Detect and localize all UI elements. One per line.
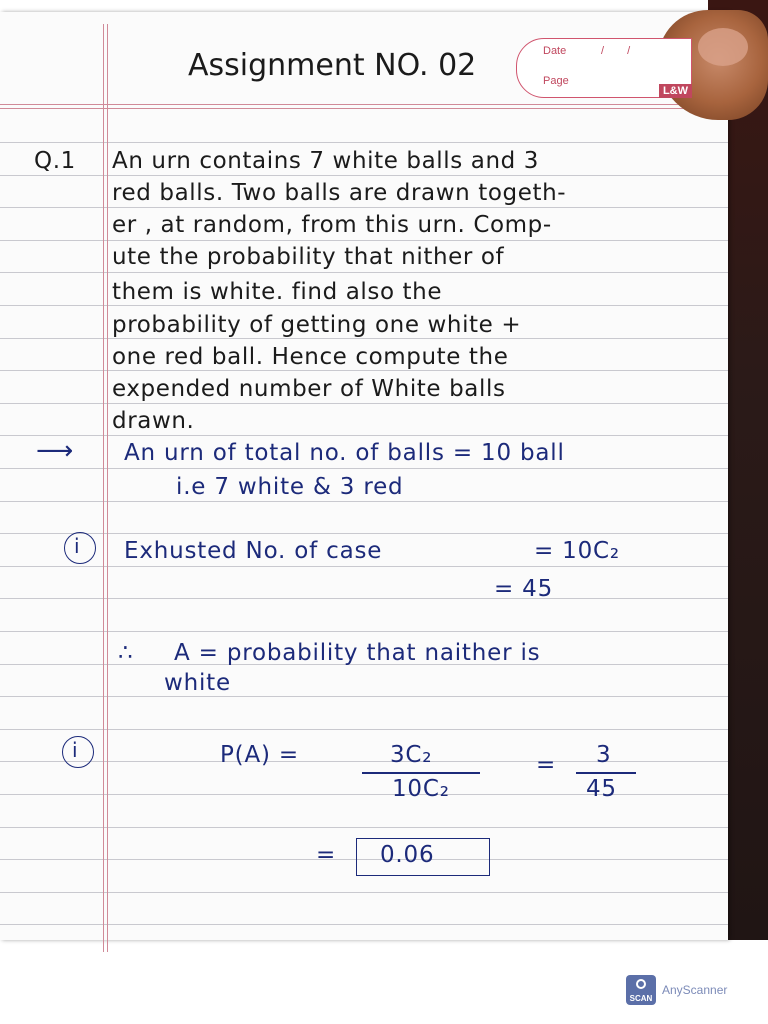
margin-line-top-1 (0, 104, 728, 105)
exhausted-label: Exhusted No. of case (124, 538, 383, 564)
date-value: / / (601, 45, 641, 57)
ruled-line (0, 501, 728, 502)
question-line: ute the probability that nither of (112, 244, 505, 270)
ruled-line (0, 403, 728, 404)
ruled-line (0, 761, 728, 762)
margin-line-left-1 (103, 24, 104, 952)
ruled-line (0, 598, 728, 599)
ruled-line (0, 729, 728, 730)
question-line: them is white. find also the (112, 279, 443, 305)
ruled-line (0, 175, 728, 176)
ruled-line (0, 631, 728, 632)
question-line: red balls. Two balls are drawn togeth- (112, 180, 567, 206)
ruled-line (0, 827, 728, 828)
exhausted-eq-1: = 10C₂ (534, 538, 620, 564)
ruled-line (0, 892, 728, 893)
scanner-name: AnyScanner (662, 983, 728, 997)
step-marker-2: i (72, 738, 79, 762)
event-definition-line-1: A = probability that naither is (174, 640, 541, 666)
ruled-line (0, 533, 728, 534)
question-line: expended number of White balls (112, 376, 506, 402)
answer-line-1: An urn of total no. of balls = 10 ball (124, 440, 565, 466)
question-line: probability of getting one white + (112, 312, 522, 338)
ruled-line (0, 142, 728, 143)
arrow-icon: ⟶ (36, 436, 75, 466)
ruled-line (0, 240, 728, 241)
brand-logo: L&W (659, 84, 692, 98)
scanner-watermark (626, 975, 727, 1005)
ruled-line (0, 696, 728, 697)
ruled-line (0, 207, 728, 208)
scanner-logo-icon (626, 975, 656, 1005)
ruled-line (0, 338, 728, 339)
ruled-line (0, 435, 728, 436)
ruled-line (0, 924, 728, 925)
step-marker-1: i (74, 534, 81, 558)
ruled-line (0, 272, 728, 273)
question-line: one red ball. Hence compute the (112, 344, 509, 370)
date-label: Date (543, 45, 567, 57)
fraction-bar-2 (576, 772, 636, 774)
fingernail (698, 28, 748, 66)
ruled-line (0, 566, 728, 567)
ruled-line (0, 468, 728, 469)
question-number: Q.1 (34, 148, 76, 174)
pa-numerator: 3C₂ (390, 742, 433, 768)
scanner-logo-text: SCAN (629, 994, 653, 1003)
pa-numerator-2: 3 (596, 742, 612, 768)
exhausted-eq-2: = 45 (494, 576, 554, 602)
ruled-line (0, 794, 728, 795)
margin-line-left-2 (107, 24, 108, 952)
pa-denominator-2: 45 (586, 776, 617, 802)
result-equals: = (316, 842, 337, 868)
ruled-line (0, 370, 728, 371)
therefore-symbol: ∴ (118, 640, 134, 666)
pa-equals: = (536, 752, 557, 778)
event-definition-line-2: white (164, 670, 231, 696)
ruled-line (0, 305, 728, 306)
date-page-box (516, 38, 692, 98)
pa-denominator: 10C₂ (392, 776, 450, 802)
pa-label: P(A) = (220, 742, 299, 768)
assignment-title: Assignment NO. 02 (188, 48, 477, 83)
question-line: An urn contains 7 white balls and 3 (112, 148, 539, 174)
answer-line-2: i.e 7 white & 3 red (176, 474, 404, 500)
result-value: 0.06 (380, 842, 435, 868)
question-line: drawn. (112, 408, 195, 434)
fraction-bar-1 (362, 772, 480, 774)
page-label: Page (543, 75, 569, 87)
margin-line-top-2 (0, 108, 728, 109)
question-line: er , at random, from this urn. Comp- (112, 212, 552, 238)
